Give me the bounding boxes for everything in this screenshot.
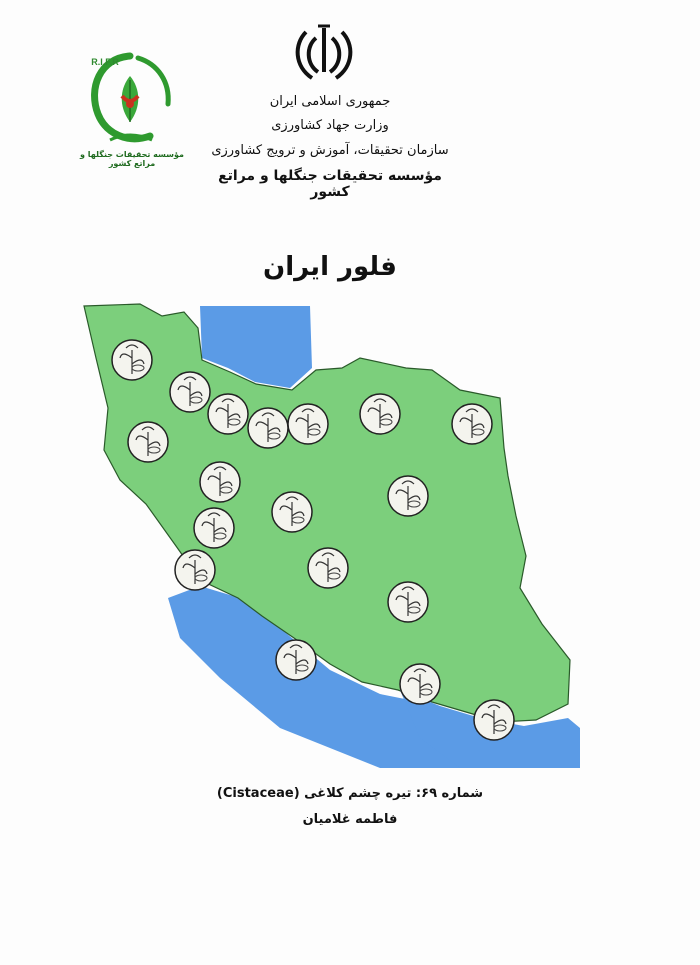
- iran-emblem-icon: [292, 24, 356, 84]
- thistle-flower-icon: [360, 394, 400, 434]
- dwarf-palm-icon: [400, 664, 440, 704]
- herb-sprig-icon: [388, 476, 428, 516]
- author-name: فاطمه غلامیان: [302, 812, 398, 827]
- oak-leaf-icon: [170, 372, 210, 412]
- date-palm-icon: [175, 550, 215, 590]
- wild-flower-icon: [272, 492, 312, 532]
- cypress-trees-icon: [112, 340, 152, 380]
- leaf-branch-icon: [248, 408, 288, 448]
- book-title: فلور ایران: [263, 252, 397, 282]
- series-subtitle: شماره ۶۹: تیره چشم کلاغی (Cistaceae): [216, 786, 484, 801]
- flower-sprig-icon: [208, 394, 248, 434]
- cluster-flower-icon: [474, 700, 514, 740]
- header-ministry: وزارت جهاد کشاورزی: [271, 118, 389, 133]
- fruit-branch-icon: [194, 508, 234, 548]
- acorn-icon: [288, 404, 328, 444]
- header-institute: مؤسسه تحقیقات جنگلها و مراتع کشور: [218, 168, 442, 200]
- cone-plant-icon: [276, 640, 316, 680]
- logo-caption: مؤسسه تحقیقات جنگلها و مراتع کشور: [80, 150, 184, 168]
- logo-abbreviation: R.I.F.R: [91, 57, 119, 67]
- ivy-leaf-icon: [128, 422, 168, 462]
- header-country: جمهوری اسلامی ایران: [269, 94, 391, 109]
- fan-leaf-icon: [308, 548, 348, 588]
- seed-pods-icon: [452, 404, 492, 444]
- iran-map: [80, 298, 580, 768]
- tulip-leaves-icon: [200, 462, 240, 502]
- berry-branch-icon: [388, 582, 428, 622]
- header-organization: سازمان تحقیقات، آموزش و ترویج کشاورزی: [211, 143, 449, 158]
- iran-landmass: [84, 304, 570, 722]
